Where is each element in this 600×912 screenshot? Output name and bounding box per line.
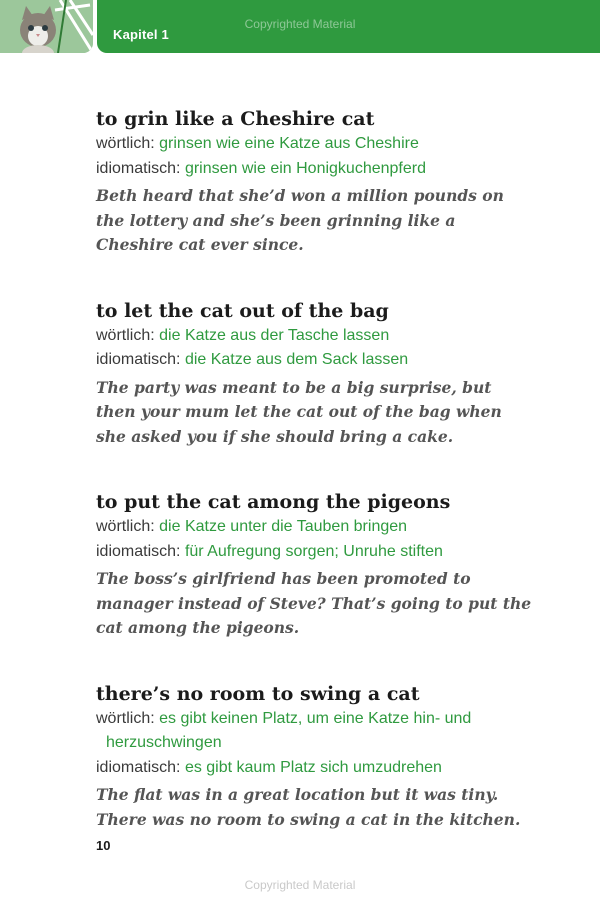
literal-translation: die Katze aus der Tasche lassen: [159, 326, 390, 344]
literal-translation: grinsen wie eine Katze aus Cheshire: [159, 135, 419, 152]
watermark-top: Copyrighted Material: [244, 17, 356, 31]
idiomatic-translation: die Katze aus dem Sack lassen: [184, 351, 409, 368]
literal-translation: die Katze unter die Tauben bringen: [159, 518, 408, 535]
idiomatic-line: [96, 348, 536, 373]
literal-label: wörtlich:: [96, 326, 155, 344]
idiomatic-label: idiomatisch:: [96, 159, 181, 177]
chapter-label: Kapitel 1: [113, 27, 169, 42]
idiomatic-line: [96, 756, 536, 781]
literal-label: wörtlich:: [96, 709, 155, 727]
idiom-entry: [96, 298, 536, 450]
literal-label: wörtlich:: [96, 135, 155, 152]
literal-line: [96, 707, 536, 756]
idiomatic-translation: für Aufregung sorgen; Unruhe stiften: [184, 542, 443, 560]
idiomatic-label: idiomatisch:: [96, 542, 181, 560]
page-number: 10: [96, 838, 111, 853]
idiom-entry: [96, 489, 536, 641]
example-sentence: [96, 783, 536, 832]
example-sentence: Beth heard that she’d won a million pounds on the lottery and she’s been grinning like a Cheshire cat ever since.: [96, 186, 504, 254]
idiom-list: [96, 106, 536, 832]
idiom-heading: to let the cat out of the bag: [96, 299, 389, 322]
literal-label: wörtlich:: [96, 518, 155, 535]
literal-line: [96, 515, 536, 540]
example-sentence: The party was meant to be a big surprise, but then your mum let the cat out of the bag when she asked you if she should bring a cake.: [96, 377, 502, 446]
watermark-bottom: Copyrighted Material: [244, 878, 356, 892]
idiom-entry: [96, 681, 536, 833]
idiomatic-label: idiomatisch:: [96, 758, 181, 776]
literal-line: [96, 132, 536, 157]
literal-translation-continued: herzuschwingen: [106, 734, 222, 751]
idiomatic-line: [96, 157, 536, 182]
idiomatic-translation: es gibt kaum Platz sich umzudrehen: [184, 758, 442, 776]
example-sentence: The boss’s girlfriend has been promoted to manager instead of Steve? That’s going to put the cat among the pigeons.: [96, 569, 532, 637]
idiom-entry: [96, 106, 536, 258]
literal-translation: es gibt keinen Platz, um eine Katze hin- und: [159, 709, 472, 727]
idiomatic-line: [96, 540, 536, 565]
literal-line: [96, 324, 536, 349]
example-line: There was no room to swing a cat in the kitchen.: [96, 809, 521, 829]
example-line: The flat was in a great location but it was tiny.: [96, 785, 499, 804]
idiomatic-label: idiomatisch:: [96, 351, 181, 368]
idiomatic-translation: grinsen wie ein Honigkuchenpferd: [184, 159, 426, 177]
idiom-heading: there’s no room to swing a cat: [96, 682, 420, 705]
idiom-heading: to grin like a Cheshire cat: [96, 108, 375, 130]
idiom-heading: to put the cat among the pigeons: [96, 491, 451, 513]
